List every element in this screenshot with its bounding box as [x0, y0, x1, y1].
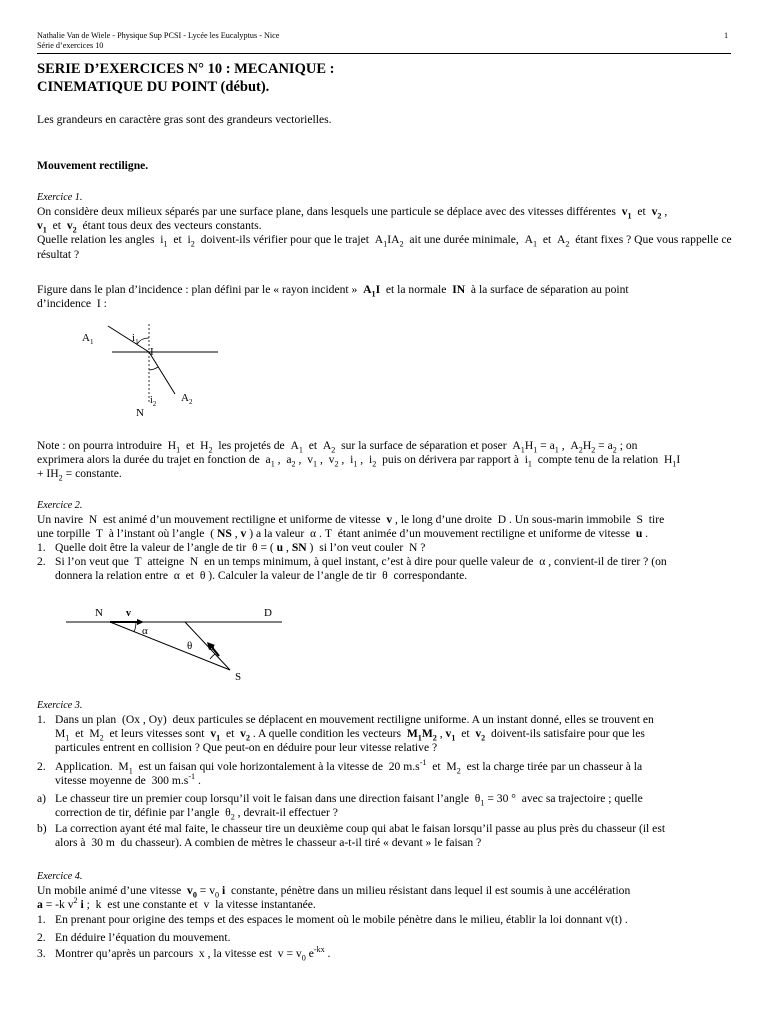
item-number: 1. — [37, 713, 46, 726]
refraction-figure — [70, 322, 230, 422]
exercise-4-statement: Un mobile animé d’une vitesse $v_0 = v_0$ i constante, pénètre dans un milieu résistant dans lequel il est soumis à une accélération a = -k $v^2$ i ; k est une constante et v la vitesse instantanée. — [37, 884, 631, 912]
item-text: En prenant pour origine des temps et des espaces le moment où le mobile pénètre dans le milieu, établir la loi donnant v(t) . — [55, 913, 628, 926]
exercise-2-label: Exercice 2. — [37, 500, 83, 511]
item-number: 2. — [37, 931, 46, 944]
header-rule — [37, 53, 731, 54]
item-text: Quelle doit être la valeur de l’angle de tir θ = ( u , SN ) si l’on veut couler N ? — [55, 541, 426, 554]
label-N: N — [136, 407, 144, 419]
label-a2: $A_2$ — [181, 392, 193, 406]
item-number: 1. — [37, 541, 46, 554]
angle-alpha-arc — [134, 622, 136, 632]
label-u: u — [209, 642, 215, 653]
angle-i1-arc — [137, 338, 149, 344]
exercise-3-label: Exercice 3. — [37, 700, 83, 711]
label-N: N — [95, 607, 103, 619]
title-line-1: SERIE D’EXERCICES N° 10 : MECANIQUE : — [37, 61, 335, 77]
torpedo-figure — [60, 600, 290, 690]
item-number: 1. — [37, 913, 46, 926]
exercise-1-statement: On considère deux milieux séparés par une surface plane, dans lesquels une particule se déplace avec des vitesses différentes $v_1$ et $v_2$ , $v_1$ et $v_2$ étant tous deux des vecteurs constants. Quelle relation les angles $i_1$ et $i_2$ doivent-ils vérifier pour que le trajet $A_1IA_2$ ait une durée minimale, $A_1$ et $A_2$ étant fixes ? Que vous rappelle ce résultat ? — [37, 205, 732, 261]
item-text: En déduire l’équation du mouvement. — [55, 931, 231, 944]
label-I: I — [150, 346, 154, 358]
running-header — [37, 31, 279, 51]
item-letter: a) — [37, 792, 47, 805]
exercise-1-note: Note : on pourra introduire $H_1$ et $H_2$ les projetés de $A_1$ et $A_2$ sur la surface de séparation et poser $A_1H_1 = a_1$ , $A_2H_2 = a_2$ ; on exprimera alors la durée du trajet en fonction de $a_1$ , $a_2$ , $v_1$ , $v_2$ , $i_1$ , $i_2$ puis on dérivera par rapport à $i_1$ compte tenu de la relation $H_1I$ + $IH_2$ = constante. — [37, 439, 681, 483]
item-text: Montrer qu’après un parcours x , la vitesse est $v = v_0$ $e^{-kx}$ . — [55, 945, 331, 963]
exercise-2-statement: Un navire N est animé d’un mouvement rectiligne et uniforme de vitesse v , le long d’une droite D . Un sous-marin immobile S tire une torpille T à l’instant où l’angle ( NS , v ) a la valeur α . T étant animée d’un mouvement rectiligne et uniforme de vitesse u . — [37, 513, 665, 541]
label-i1: $i_1$ — [132, 332, 139, 346]
label-alpha: α — [142, 625, 148, 637]
exercise-4-label: Exercice 4. — [37, 871, 83, 882]
refracted-ray — [149, 352, 175, 394]
angle-theta-arc — [210, 654, 215, 659]
item-number: 3. — [37, 947, 46, 960]
header-line-1: Nathalie Van de Wiele - Physique Sup PCSI - Lycée les Eucalyptus - Nice — [37, 31, 280, 40]
item-text: Le chasseur tire un premier coup lorsqu’il voit le faisan dans une direction faisant l’angle $\theta_1 = 30$ ° avec sa trajectoire ; quelle correction de tir, définie par l’angle $\theta_2$ , devrait-il effectuer ? — [55, 792, 643, 822]
item-text: Application. $M_1$ est un faisan qui vole horizontalement à la vitesse de 20 $m.s^{-1}$ et $M_2$ est la charge tirée par un chasseur à la vitesse moyenne de 300 $m.s^{-1}$ . — [55, 758, 643, 788]
label-D: D — [264, 607, 272, 619]
label-theta: θ — [187, 640, 193, 652]
item-letter: b) — [37, 822, 47, 835]
title-line-2: CINEMATIQUE DU POINT (début). — [37, 79, 270, 95]
item-number: 2. — [37, 760, 46, 773]
item-number: 2. — [37, 555, 46, 568]
item-text: La correction ayant été mal faite, le chasseur tire un deuxième coup qui abat le faisan lorsqu’il passe au plus près du chasseur (il est alors à 30 m du chasseur). A combien de mètres le chasseur a-t-il tiré « devant » le faisan ? — [55, 822, 666, 850]
page-title — [37, 60, 334, 96]
header-line-2: Série d’exercices 10 — [37, 41, 104, 50]
exercise-1-label: Exercice 1. — [37, 192, 83, 203]
label-S: S — [235, 671, 242, 683]
label-a1: $A_1$ — [82, 332, 94, 346]
item-text: Dans un plan (Ox , Oy) deux particules se déplacent en mouvement rectiligne uniforme. A un instant donné, elles se trouvent en $M_1$ et $M_2$ et leurs vitesses sont $v_1$ et $v_2$ . A quelle condition les vecteurs $M_1M_2$ , $v_1$ et $v_2$ doivent-ils satisfaire pour que les particules entrent en collision ? Que peut-on en déduire pour leur vitesse relative ? — [55, 713, 654, 755]
label-i2: $i_2$ — [150, 395, 157, 408]
exercise-1-figure-caption: Figure dans le plan d’incidence : plan défini par le « rayon incident » $A_1I$ et la normale IN à la surface de séparation au point d’incidence I : — [37, 283, 629, 311]
angle-i2-arc — [149, 367, 158, 370]
intro-text: Les grandeurs en caractère gras sont des grandeurs vectorielles. — [37, 113, 332, 126]
section-heading: Mouvement rectiligne. — [37, 159, 149, 172]
label-v: v — [126, 608, 131, 619]
page-number: 1 — [724, 31, 729, 40]
item-text: Si l’on veut que T atteigne N en un temps minimum, à quel instant, c’est à dire pour quelle valeur de α , convient-il de tirer ? (on donnera la relation entre α et θ ). Calculer la valeur de l’angle de tir θ correspondante. — [55, 555, 667, 583]
